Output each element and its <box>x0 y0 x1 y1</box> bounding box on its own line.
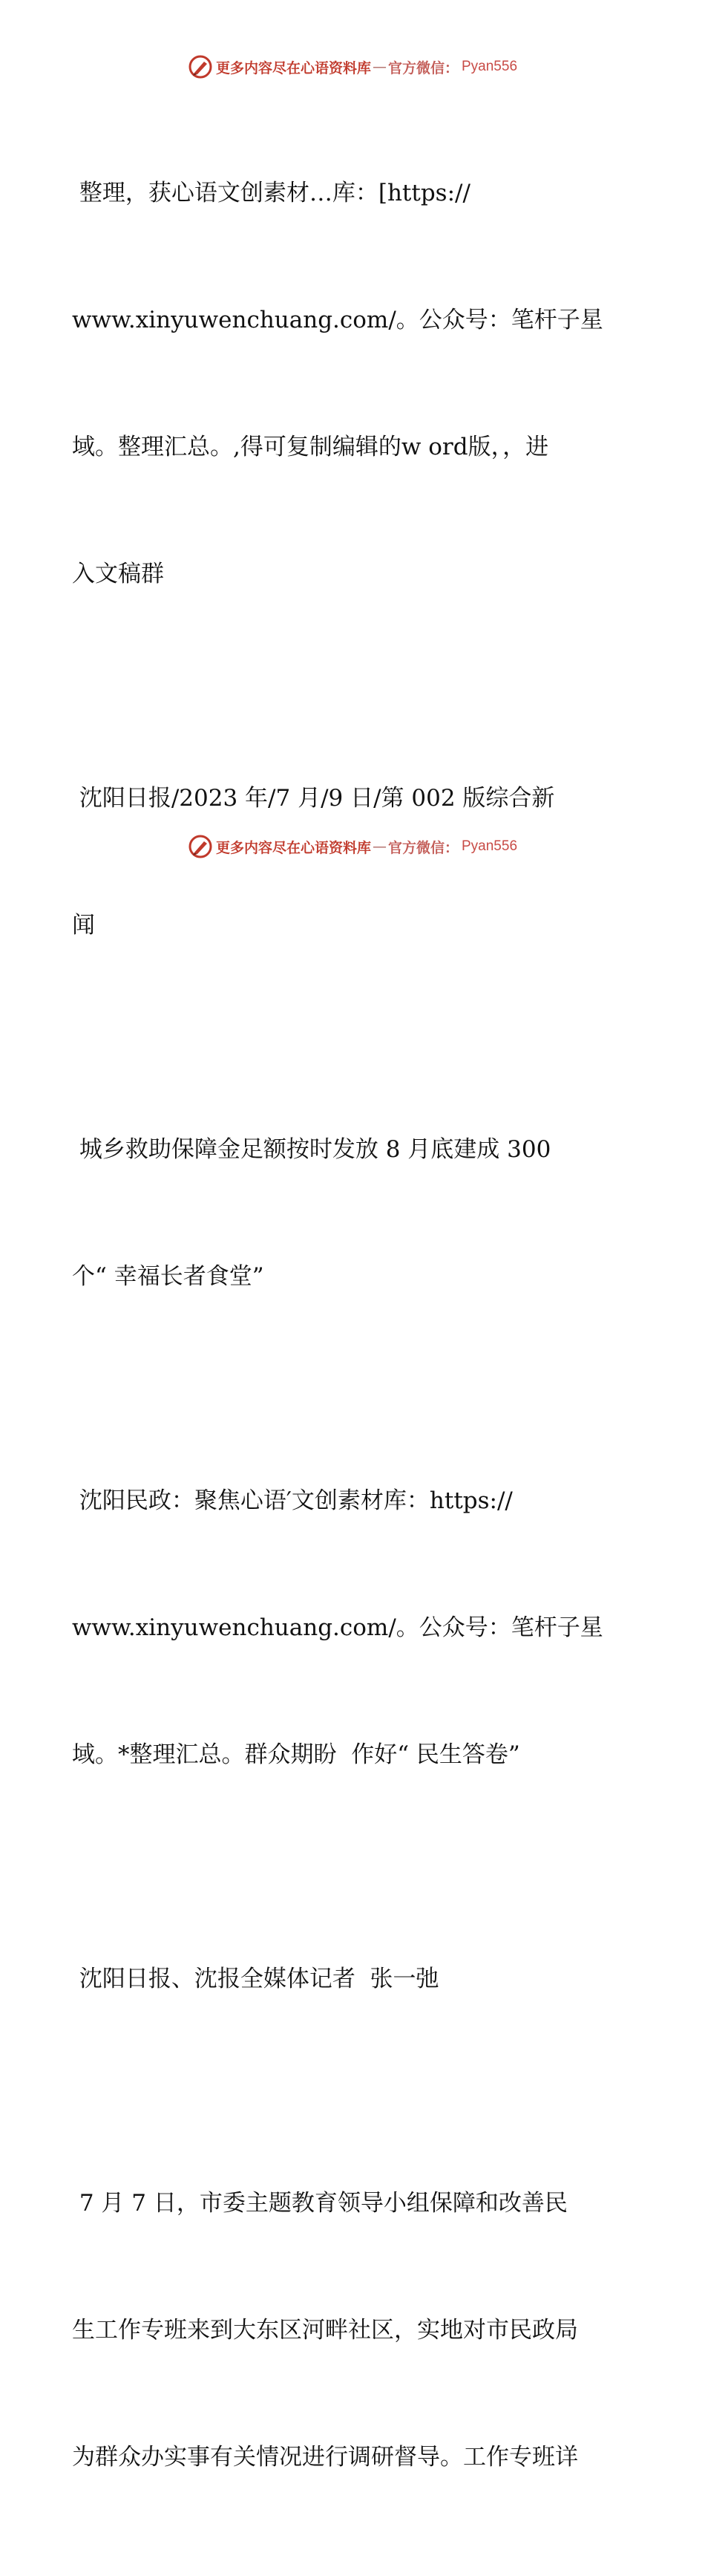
text-line: 沈阳日报/2023 年/7 月/9 日/第 002 版综合新 <box>72 785 555 812</box>
banner-wechat-label: 官方微信： <box>387 839 459 856</box>
text-line: 域。*整理汇总。群众期盼 作好“ 民生答卷” <box>72 1741 520 1768</box>
text-line: 整理，获心语文创素材…库：[https:// <box>72 180 470 206</box>
banner-wechat-id: Pyan556 <box>462 59 518 74</box>
text-line: 入文稿群 <box>72 561 164 587</box>
banner-text: 更多内容尽在心语资料库 <box>215 59 371 76</box>
text-line: 城乡救助保障金足额按时发放 8 月底建成 300 <box>72 1136 551 1163</box>
document-body <box>72 88 636 2576</box>
paragraph-source <box>72 693 636 1031</box>
banner-text: 更多内容尽在心语资料库 <box>215 839 371 856</box>
text-line: 7 月 7 日，市委主题教育领导小组保障和改善民 <box>72 2190 568 2217</box>
text-line: 生工作专班来到大东区河畔社区，实地对市民政局 <box>72 2317 578 2344</box>
text-line: 沈阳民政：聚焦心语′文创素材库：https:// <box>72 1487 513 1514</box>
footer-watermark-banner <box>0 832 705 861</box>
text-line: 个“ 幸福长者食堂” <box>72 1263 264 1290</box>
paragraph-byline <box>72 1874 636 2085</box>
banner-separator: — <box>372 59 387 75</box>
paragraph-intro <box>72 88 636 680</box>
text-line: www.xinyuwenchuang.com/。公众号：笔杆子星 <box>72 307 603 333</box>
banner-wechat-label: 官方微信： <box>387 59 459 76</box>
paragraph-headline <box>72 1044 636 1383</box>
text-line: 沈阳日报、沈报全媒体记者 张一弛 <box>72 1966 439 1992</box>
paragraph-subheadline <box>72 1395 636 1861</box>
text-line: 为群众办实事有关情况进行调研督导。工作专班详 <box>72 2444 578 2471</box>
banner-separator: — <box>372 838 387 855</box>
header-watermark-banner <box>0 52 705 82</box>
text-line: 闻 <box>72 912 95 939</box>
pen-circle-logo-icon <box>188 834 213 859</box>
text-line: www.xinyuwenchuang.com/。公众号：笔杆子星 <box>72 1614 603 1641</box>
text-line: 域。整理汇总。,得可复制编辑的w ord版，，进 <box>72 434 549 460</box>
pen-circle-logo-icon <box>188 54 213 79</box>
paragraph-body <box>72 2098 636 2563</box>
banner-wechat-id: Pyan556 <box>462 838 518 854</box>
